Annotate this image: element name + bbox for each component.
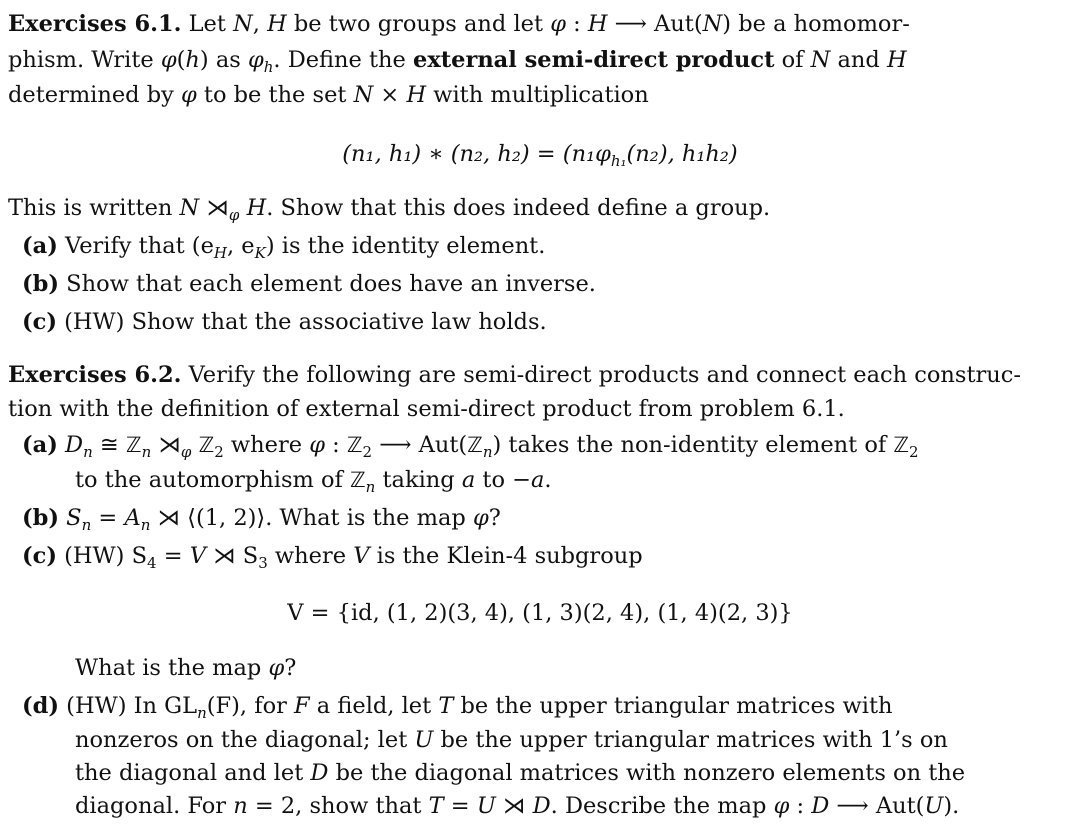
ex61-formula: (n₁, h₁) ∗ (n₂, $h_2) = (n_1\varphi_{h_1}(n_2)$, h₁h₂) [342, 141, 738, 170]
ex62-line-1: Exercises 6.2. Verify the following are semi-direct products and connect each construc- [8, 362, 1021, 388]
ex61-line-1: Exercises 6.1. Let N, H be two groups and let φ : H ⟶ Aut(N) be a homomor- [8, 11, 910, 37]
ex62-item-c: (c) (HW) $S_4 = V$ ⋊ $S_3$ where V is the Klein-4 subgroup [22, 543, 643, 572]
ex61-line-3: determined by φ to be the set N × H with multiplication [8, 82, 649, 108]
ex61-line-2: phism. Write φ(h) as $\varphi_h$. Define the external semi-direct product of N and H [8, 47, 907, 76]
ex62-item-b: (b) $S_n = A_n$ ⋊ ⟨(1, 2)⟩. What is the map φ? [22, 505, 501, 534]
ex61-item-b: (b) Show that each element does have an inverse. [22, 271, 596, 297]
ex61-item-c: (c) (HW) Show that the associative law holds. [22, 309, 547, 335]
ex61-title: Exercises 6.1. [8, 11, 182, 37]
ex62-item-d-line-3: the diagonal and let D be the diagonal matrices with nonzero elements on the [75, 760, 966, 786]
klein-set-formula: V = {id, (1, 2)(3, 4), (1, 3)(2, 4), (1, 4)(2, 3)} [287, 600, 793, 626]
ex62-title: Exercises 6.2. [8, 362, 182, 388]
ex62-item-d-line-4: diagonal. For n = 2, show that T = U ⋊ D. Describe the map φ : D ⟶ Aut(U). [75, 793, 960, 819]
ex62-item-d-line-1: (d) (HW) In $GL_n(F)$, for F a field, let T be the upper triangular matrices with [22, 693, 893, 722]
ex62-line-2: tion with the definition of external semi-direct product from problem 6.1. [8, 396, 845, 422]
ex61-item-a: (a) Verify that ($e_H$, $e_K$) is the identity element. [22, 233, 546, 262]
bold-term: external semi-direct product [413, 47, 775, 73]
ex61-line-4: This is written N $⋊_\varphi$ H. Show that this does indeed define a group. [8, 195, 771, 224]
ex62-item-a-line-2: to the automorphism of ℤ$_n$ taking a to −a. [75, 467, 552, 496]
ex62-item-d-line-2: nonzeros on the diagonal; let U be the upper triangular matrices with 1’s on [75, 727, 948, 753]
ex62-item-a-line-1: (a) $D_n$ ≅ ℤ$_n$ $⋊_\varphi$ ℤ$_2$ where φ : ℤ$_2$ ⟶ Aut(ℤ$_n$) takes the non-identity element of ℤ$_2$ [22, 432, 919, 461]
ex62-item-c-question: What is the map φ? [75, 655, 297, 681]
